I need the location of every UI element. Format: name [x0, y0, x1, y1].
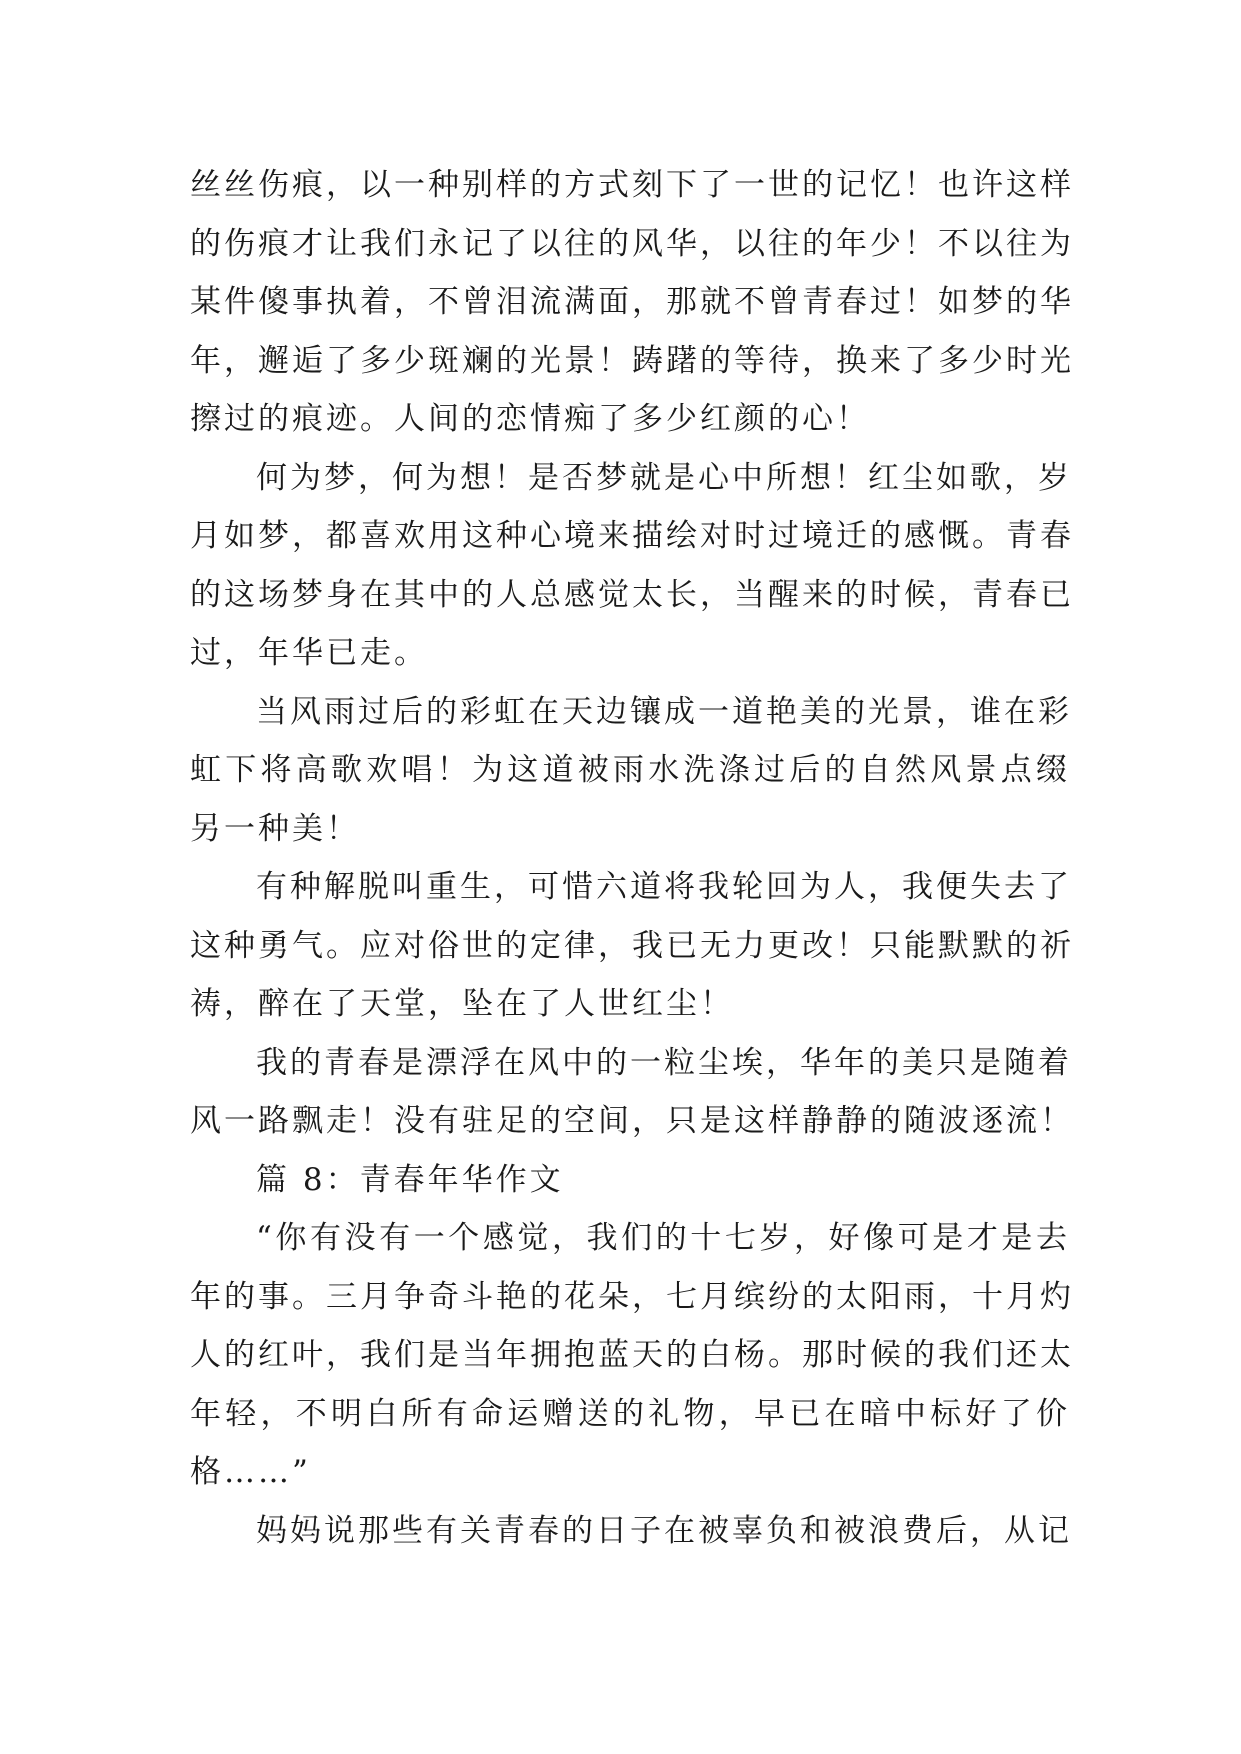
text-line: 擦过的痕迹。人间的恋情痴了多少红颜的心！: [190, 401, 870, 437]
paragraph: [190, 858, 1074, 1034]
document-body: [190, 156, 1074, 1560]
text-line: 这种勇气。应对俗世的定律，我已无力更改！只能默默的祈: [190, 927, 1074, 964]
text-line: 祷，醉在了天堂，坠在了人世红尘！: [190, 986, 734, 1022]
text-line: 有种解脱叫重生，可惜六道将我轮回为人，我便失去了: [256, 869, 1072, 905]
text-line: “你有没有一个感觉，我们的十七岁，好像可是才是去: [256, 1220, 1070, 1256]
text-line: 年的事。三月争奇斗艳的花朵，七月缤纷的太阳雨，十月灼: [190, 1278, 1074, 1315]
text-line: 的伤痕才让我们永记了以往的风华，以往的年少！不以往为: [190, 225, 1074, 262]
text-line: 的这场梦身在其中的人总感觉太长，当醒来的时候，青春已: [190, 576, 1074, 613]
text-line: 人的红叶，我们是当年拥抱蓝天的白杨。那时候的我们还太: [190, 1337, 1074, 1373]
paragraph: [190, 683, 1070, 859]
paragraph: [190, 449, 1074, 683]
text-line: 过，年华已走。: [190, 635, 428, 671]
text-line: 妈妈说那些有关青春的日子在被辜负和被浪费后，从记: [256, 1512, 1072, 1549]
paragraph: [190, 1502, 1070, 1561]
paragraph-quote: [190, 1209, 1074, 1502]
text-line: 年，邂逅了多少斑斓的光景！踌躇的等待，换来了多少时光: [190, 342, 1074, 379]
heading-text: 篇 8：青春年华作文: [256, 1161, 564, 1198]
text-line: 我的青春是漂浮在风中的一粒尘埃，华年的美只是随着: [256, 1044, 1072, 1081]
text-line: 何为梦，何为想！是否梦就是心中所想！红尘如歌，岁: [256, 459, 1072, 496]
text-line: 虹下将高歌欢唱！为这道被雨水洗涤过后的自然风景点缀: [190, 752, 1070, 788]
text-line: 丝丝伤痕，以一种别样的方式刻下了一世的记忆！也许这样: [190, 167, 1074, 203]
text-line: 月如梦，都喜欢用这种心境来描绘对时过境迁的感慨。青春: [190, 518, 1074, 554]
text-line: 格……”: [190, 1454, 311, 1490]
text-line: 另一种美！: [190, 810, 360, 847]
text-line: 风一路飘走！没有驻足的空间，只是这样静静的随波逐流！: [190, 1103, 1074, 1139]
paragraph: [190, 1034, 1074, 1151]
text-line: 当风雨过后的彩虹在天边镶成一道艳美的光景，谁在彩: [256, 693, 1072, 730]
text-line: 年轻，不明白所有命运赠送的礼物，早已在暗中标好了价: [190, 1395, 1070, 1432]
paragraph-continuation: [190, 156, 1074, 449]
text-line: 某件傻事执着，不曾泪流满面，那就不曾青春过！如梦的华: [190, 284, 1074, 320]
section-heading: [190, 1151, 1070, 1210]
